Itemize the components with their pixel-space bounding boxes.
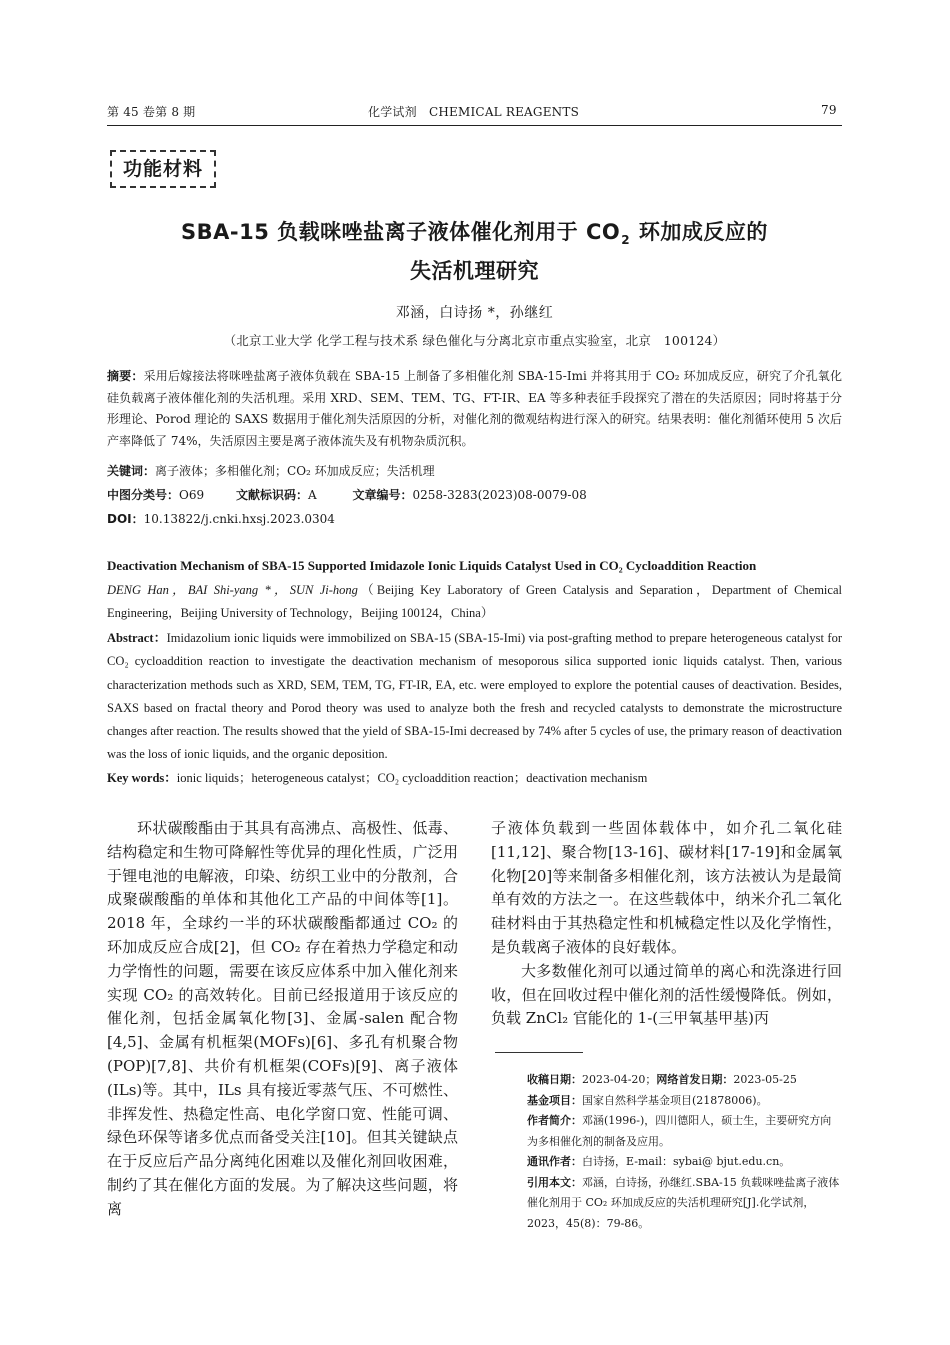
english-abstract-label: Abstract： xyxy=(107,631,167,645)
corr-value[interactable]: 白诗扬，E-mail：sybai@ bjut.edu.cn。 xyxy=(582,1155,791,1168)
corr-label: 通讯作者： xyxy=(527,1155,582,1168)
keywords-cn xyxy=(107,462,435,479)
keywords-cn-label: 关键词： xyxy=(107,464,156,478)
abstract-cn-label: 摘要： xyxy=(107,369,144,383)
doi-value[interactable]: 10.13822/j.cnki.hxsj.2023.0304 xyxy=(143,512,335,526)
english-keywords-label: Key words： xyxy=(107,771,177,785)
doi-line xyxy=(107,510,335,527)
english-authors: DENG Han，BAI Shi-yang *，SUN Ji-hong xyxy=(107,583,358,597)
english-abstract xyxy=(107,627,842,767)
body-left-column xyxy=(107,817,458,1222)
online-label: 网络首发日期： xyxy=(656,1073,734,1086)
paper-title-line1 xyxy=(107,216,842,247)
clc-value: O69 xyxy=(179,488,205,502)
english-keywords xyxy=(107,767,842,790)
fund-info xyxy=(527,1091,842,1112)
received-value: 2023-04-20； xyxy=(582,1073,657,1086)
clc-label: 中图分类号： xyxy=(107,488,180,502)
footnotes xyxy=(527,1070,842,1234)
body-right-column xyxy=(491,817,842,1031)
article-no-value: 0258-3283(2023)08-0079-08 xyxy=(412,488,587,502)
title-text-b: 环加成反应的 xyxy=(631,220,768,244)
fund-value: 国家自然科学基金项目(21878006)。 xyxy=(582,1093,768,1107)
corresponding-author xyxy=(527,1152,842,1173)
journal-name: 化学试剂 CHEMICAL REAGENTS xyxy=(368,105,579,119)
classification-line xyxy=(107,486,587,503)
abstract-cn-text: 采用后嫁接法将咪唑盐离子液体负载在 SBA-15 上制备了多相催化剂 SBA-15-Imi 并将其用于 CO₂ 环加成反应，研究了介孔氧化硅负载离子液体催化剂的失活机理。采用 XRD、SEM、TEM、TG、FT-IR、EA 等多种表征手段探究了潜在的失活原因；同时将基于分形理论、Porod 理论的 SAXS 数据用于催化剂失活原因的分析，对催化剂的微观结构进行深入的研究。结果表明：催化剂循环使用 5 次后产率降低了 74%，失活原因主要是离子液体流失及有机物杂质沉积。 xyxy=(107,369,842,448)
online-value: 2023-05-25 xyxy=(733,1073,797,1086)
cite-value: 邓涵，白诗扬，孙继红.SBA-15 负载咪唑盐离子液体催化剂用于 CO₂ 环加成反应的失活机理研究[J].化学试剂，2023，45(8)：79-86。 xyxy=(527,1175,840,1230)
received-dates xyxy=(527,1070,842,1091)
section-tag: 功能材料 xyxy=(110,150,216,188)
paper-title-line2: 失活机理研究 xyxy=(410,259,539,283)
english-abstract-text: Imidazolium ionic liquids were immobilized on SBA-15 (SBA-15-Imi) via post-grafting method to prepare heterogeneous catalyst for CO₂ cycloaddition reaction to investigate the deactivation mechanism of mesoporous silica supported ionic liquids catalyst. Then, various characterization methods such as XRD, SEM, TEM, TG, FT-IR, EA, etc. were employed to explore the potential causes of deactivation. Besides, SAXS based on fractal theory and Porod theory was used to analyze both the fresh and recycled catalysts to demonstrate the microstructure changes after reaction. The results showed that the yield of SBA-15-Imi decreased by 74% after 5 cycles of use, the primary reason of deactivation was the loss of ionic liquids, and the organic deposition. xyxy=(107,631,843,762)
authors: 邓涵，白诗扬 *，孙继红 xyxy=(395,305,554,321)
bio-label: 作者简介： xyxy=(527,1114,582,1127)
title-subscript: 2 xyxy=(621,233,631,247)
doi-label: DOI： xyxy=(107,512,144,526)
affiliation: （北京工业大学 化学工程与技术系 绿色催化与分离北京市重点实验室，北京 100124） xyxy=(223,333,726,348)
fund-label: 基金项目： xyxy=(527,1093,582,1107)
header-rule xyxy=(107,125,842,126)
article-no-label: 文章编号： xyxy=(352,488,413,502)
title-text-a: SBA-15 负载咪唑盐离子液体催化剂用于 CO xyxy=(181,220,621,244)
footnote-rule xyxy=(495,1052,583,1053)
body-paragraph: 环状碳酸酯由于其具有高沸点、高极性、低毒、结构稳定和生物可降解性等优异的理化性质，广泛用于锂电池的电解液，印染、纺织工业中的分散剂，合成聚碳酸酯的单体和其他化工产品的中间体等[1]。2018 年，全球约一半的环状碳酸酯都通过 CO₂ 的环加成反应合成[2]，但 CO₂ 存在着热力学稳定和动力学惰性的问题，需要在该反应体系中加入催化剂来实现 CO₂ 的高效转化。目前已经报道用于该反应的催化剂，包括金属氧化物[3]、金属-salen 配合物[4,5]、金属有机框架(MOFs)[6]、多孔有机聚合物(POP)[7,8]、共价有机框架(COFs)[9]、离子液体(ILs)等。其中，ILs 具有接近零蒸气压、不可燃性、非挥发性、热稳定性高、电化学窗口宽、性能可调、绿色环保等诸多优点而备受关注[10]。但其关键缺点在于反应后产品分离纯化困难以及催化剂回收困难，制约了其在催化方面的发展。为了解决这些问题，将离 xyxy=(107,819,458,1218)
doc-code-value: A xyxy=(307,488,317,502)
author-bio xyxy=(527,1111,842,1152)
english-authors-affiliation xyxy=(107,579,842,626)
english-title: Deactivation Mechanism of SBA-15 Supported Imidazole Ionic Liquids Catalyst Used in CO₂ Cycloaddition Reaction xyxy=(107,558,757,573)
page-number: 79 xyxy=(821,103,837,117)
received-label: 收稿日期： xyxy=(527,1073,582,1086)
english-keywords-text: ionic liquids；heterogeneous catalyst；CO₂ cycloaddition reaction；deactivation mechanism xyxy=(176,771,648,785)
body-paragraph: 子液体负载到一些固体载体中，如介孔二氧化硅[11,12]、聚合物[13-16]、碳材料[17-19]和金属氧化物[20]等来制备多相催化剂，该方法被认为是最简单有效的方法之一。在这些载体中，纳米介孔二氧化硅材料由于其热稳定性和机械稳定性以及化学惰性，是负载离子液体的良好载体。 xyxy=(491,819,842,956)
journal-volume-issue: 第 45 卷第 8 期 xyxy=(107,105,196,119)
cite-label: 引用本文： xyxy=(527,1175,582,1189)
doc-code-label: 文献标识码： xyxy=(235,488,308,502)
citation xyxy=(527,1173,842,1235)
keywords-cn-text: 离子液体；多相催化剂；CO₂ 环加成反应；失活机理 xyxy=(155,464,435,478)
abstract-cn xyxy=(107,366,842,452)
english-affiliation: （Beijing Key Laboratory of Green Catalysis and Separation，Department of Chemical Engineering，Beijing University of Technology，Beijing 100124，China） xyxy=(107,583,842,621)
bio-value: 邓涵(1996-)，四川德阳人，硕士生，主要研究方向为多相催化剂的制备及应用。 xyxy=(527,1114,832,1148)
body-paragraph: 大多数催化剂可以通过简单的离心和洗涤进行回收，但在回收过程中催化剂的活性缓慢降低。例如，负载 ZnCl₂ 官能化的 1-(三甲氧基甲基)丙 xyxy=(491,961,842,1028)
